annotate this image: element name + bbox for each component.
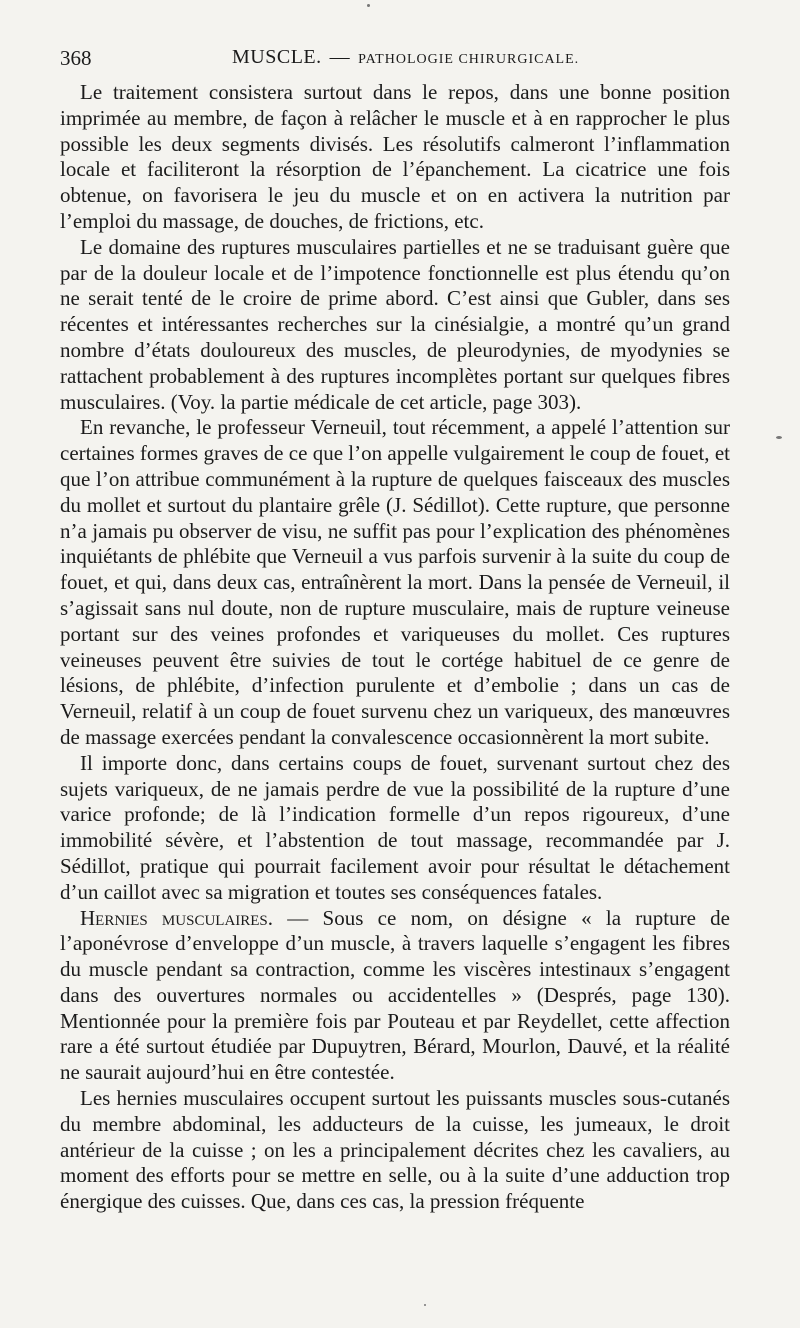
paragraph: Le traitement consistera surtout dans le repos, dans une bonne position imprimée au membre, de façon à relâcher le muscle et à en rapprocher le plus possible les deux segments divisés. Les résolutifs calmeront l’inflammation locale et faciliteront la résorption de l’épanchement. La cicatrice une fois obtenue, on favorisera le jeu du muscle et on en activera la nutrition par l’emploi du massage, de douches, de frictions, etc. <box>60 80 730 233</box>
paragraph: Il importe donc, dans certains coups de fouet, survenant surtout chez des sujets variqueux, de ne jamais perdre de vue la possibilité de la rupture d’une varice profonde; de là l’indication formelle d’un repos rigoureux, d’une immobilité sévère, et l’abstention de tout massage, recommandée par J. Sédillot, pratique qui pourrait facilement avoir pour résultat le détachement d’un caillot avec sa migration et toutes ses conséquences fatales. <box>60 750 730 904</box>
paragraph: Les hernies musculaires occupent surtout les puissants muscles sous-cutanés du membre abdominal, les adducteurs de la cuisse, les jumeaux, le droit antérieur de la cuisse ; on les a principalement décrites chez les cavaliers, au moment des efforts pour se mettre en selle, ou à la suite d’une adduction trop énergique des cuisses. Que, dans ces cas, la pression fréquente <box>60 1086 730 1214</box>
paragraph: En revanche, le professeur Verneuil, tout récemment, a appelé l’attention sur certaines formes graves de ce que l’on appelle vulgairement le coup de fouet, et que l’on attribue communément à la rupture de quelques faisceaux des muscles du mollet et surtout du plantaire grêle (J. Sédillot). Cette rupture, que personne n’a jamais pu observer de visu, ne suffit pas pour l’explication des phénomènes inquiétants de phlébite que Verneuil a vus parfois survenir à la suite du coup de fouet, et qui, dans deux cas, entraînèrent la mort. Dans la pensée de Verneuil, il s’agissait sans nul doute, non de rupture musculaire, mais de rupture veineuse portant sur des veines profondes et variqueuses du mollet. Ces ruptures veineuses peuvent être suivies de tout le cortége habituel de ce genre de lésions, de phlébite, d’infection purulente et d’embolie ; dans un cas de Verneuil, relatif à un coup de fouet survenu chez un variqueux, des manœuvres de massage exercées pendant la convalescence occasionnèrent la mort subite. <box>60 415 730 749</box>
paragraph-hernies <box>60 906 730 1087</box>
running-title-main: MUSCLE. <box>232 46 322 68</box>
paper-speck <box>776 436 782 439</box>
paper-speck <box>424 1304 426 1306</box>
running-title-separator: — <box>329 46 351 68</box>
page-number: 368 <box>60 46 92 70</box>
body-text <box>60 80 730 1215</box>
running-title <box>232 46 579 69</box>
paragraph: Le domaine des ruptures musculaires partielles et ne se traduisant guère que par de la douleur locale et de l’impotence fonctionnelle est plus étendu qu’on ne serait tenté de le croire de prime abord. C’est ainsi que Gubler, dans ses récentes et intéressantes recherches sur la cinésialgie, a montré qu’un grand nombre d’états douloureux des muscles, de pleurodynies, de myodynies se rattachent probablement à des ruptures incomplètes portant sur quelques fibres musculaires. (Voy. la partie médicale de cet article, page 303). <box>60 234 730 414</box>
running-title-subtitle: PATHOLOGIE CHIRURGICALE. <box>358 52 580 67</box>
section-heading: Hernies musculaires. <box>80 905 274 930</box>
paragraph-text: — Sous ce nom, on désigne « la rupture de l’aponévrose d’enveloppe d’un muscle, à travers laquelle s’engagent les fibres du muscle pendant sa contraction, comme les viscères intestinaux s’engagent dans des ouvertures normales ou accidentelles » (Després, page 130). Mentionnée pour la première fois par Pouteau et par Reydellet, cette affection rare a été surtout étudiée par Dupuytren, Bérard, Mourlon, Dauvé, et la réalité ne saurait aujourd’hui en être contestée. <box>60 905 731 1085</box>
running-head <box>60 46 730 74</box>
paper-speck <box>367 4 370 7</box>
